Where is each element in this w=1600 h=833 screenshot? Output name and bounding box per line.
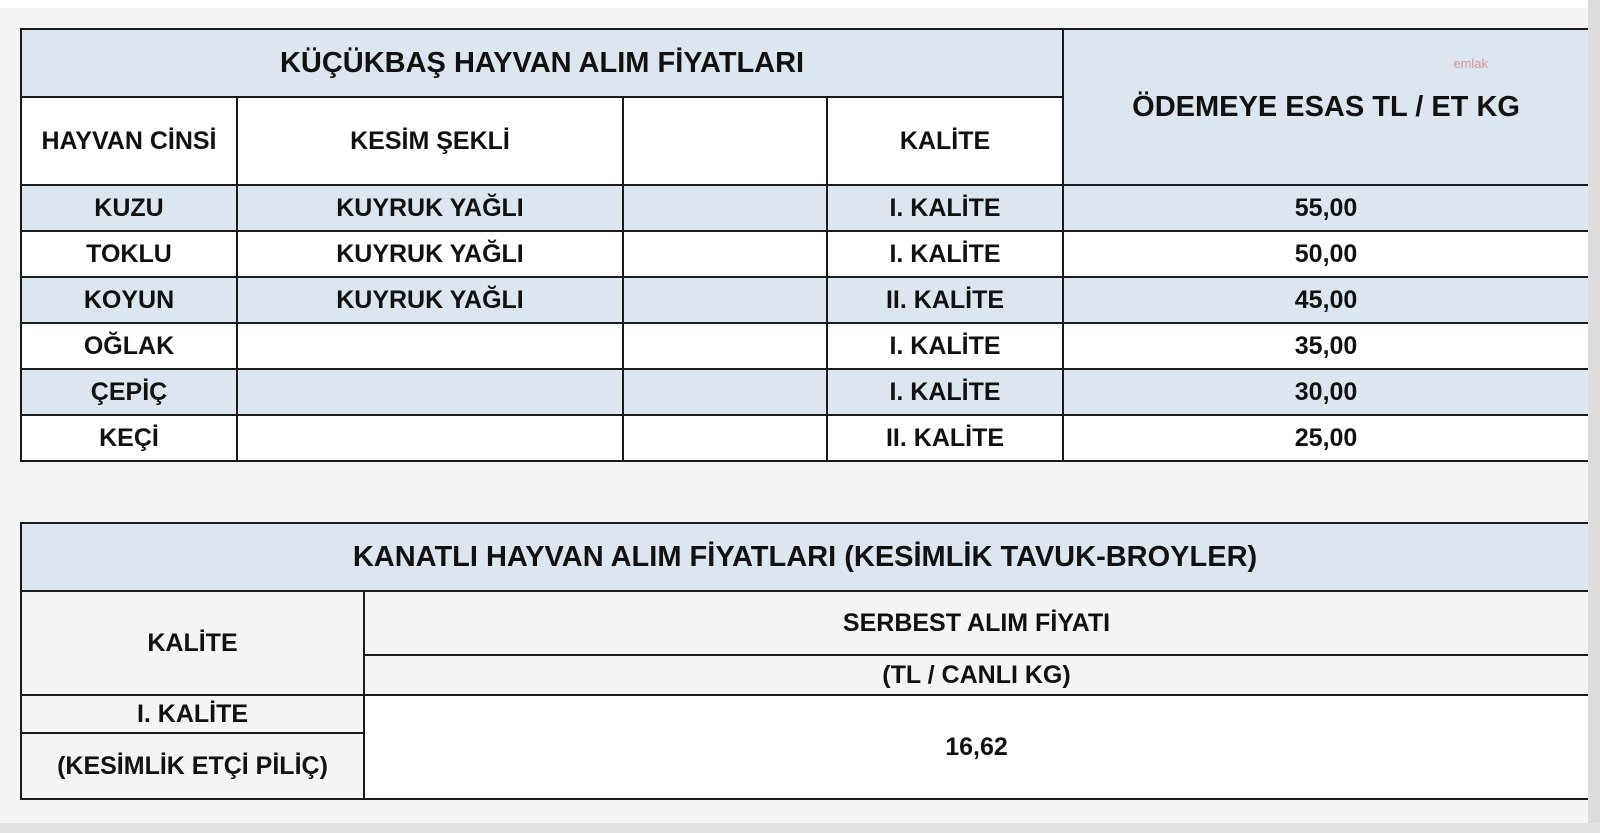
cut-cell: KUYRUK YAĞLI [237, 231, 623, 277]
blank-cell [623, 323, 827, 369]
quality-cell: I. KALİTE [827, 185, 1063, 231]
price-cell: 55,00 [1063, 185, 1589, 231]
quality-cell: I. KALİTE [827, 231, 1063, 277]
price-cell: 25,00 [1063, 415, 1589, 461]
table-row [21, 231, 1589, 277]
table-row [21, 323, 1589, 369]
table-row [21, 277, 1589, 323]
cut-cell [237, 369, 623, 415]
price-per-meat-kg-header [1063, 29, 1589, 185]
quality-header: KALİTE [827, 97, 1063, 185]
blank-cell [623, 231, 827, 277]
animal-cell: KOYUN [21, 277, 237, 323]
frame-right-edge [1588, 0, 1600, 833]
price-cell: 35,00 [1063, 323, 1589, 369]
watermark-text: emlak [1453, 56, 1489, 71]
blank-cell [623, 415, 827, 461]
animal-cell: TOKLU [21, 231, 237, 277]
table-row [21, 369, 1589, 415]
price-cell: 30,00 [1063, 369, 1589, 415]
quality-cell: I. KALİTE [827, 369, 1063, 415]
animal-cell: OĞLAK [21, 323, 237, 369]
poultry-quality-grade: I. KALİTE [21, 695, 364, 733]
cut-cell: KUYRUK YAĞLI [237, 185, 623, 231]
price-cell: 45,00 [1063, 277, 1589, 323]
quality-cell: I. KALİTE [827, 323, 1063, 369]
animal-cell: KEÇİ [21, 415, 237, 461]
cut-cell [237, 323, 623, 369]
quality-cell: II. KALİTE [827, 277, 1063, 323]
quality-cell: II. KALİTE [827, 415, 1063, 461]
animal-cell: KUZU [21, 185, 237, 231]
blank-cell [623, 369, 827, 415]
poultry-price-value: 16,62 [364, 695, 1589, 799]
frame-bottom-edge [0, 823, 1600, 833]
cut-cell: KUYRUK YAĞLI [237, 277, 623, 323]
small-livestock-title: KÜÇÜKBAŞ HAYVAN ALIM FİYATLARI [21, 29, 1063, 97]
top-strip [0, 0, 1600, 8]
blank-cell [623, 277, 827, 323]
blank-cell [623, 185, 827, 231]
animal-type-header: HAYVAN CİNSİ [21, 97, 237, 185]
table-row [21, 415, 1589, 461]
price-cell: 50,00 [1063, 231, 1589, 277]
price-unit-header: (TL / CANLI KG) [364, 655, 1589, 695]
poultry-price-table [20, 522, 1590, 800]
cut-type-header: KESİM ŞEKLİ [237, 97, 623, 185]
cut-cell [237, 415, 623, 461]
price-per-meat-kg-label: ÖDEMEYE ESAS TL / ET KG [1132, 90, 1520, 123]
poultry-quality-header: KALİTE [21, 591, 364, 695]
poultry-title: KANATLI HAYVAN ALIM FİYATLARI (KESİMLİK TAVUK-BROYLER) [21, 523, 1589, 591]
table-row [21, 185, 1589, 231]
small-livestock-price-table [20, 28, 1590, 462]
free-purchase-price-header: SERBEST ALIM FİYATI [364, 591, 1589, 655]
animal-cell: ÇEPİÇ [21, 369, 237, 415]
poultry-quality-description: (KESİMLİK ETÇİ PİLİÇ) [21, 733, 364, 799]
blank-header [623, 97, 827, 185]
